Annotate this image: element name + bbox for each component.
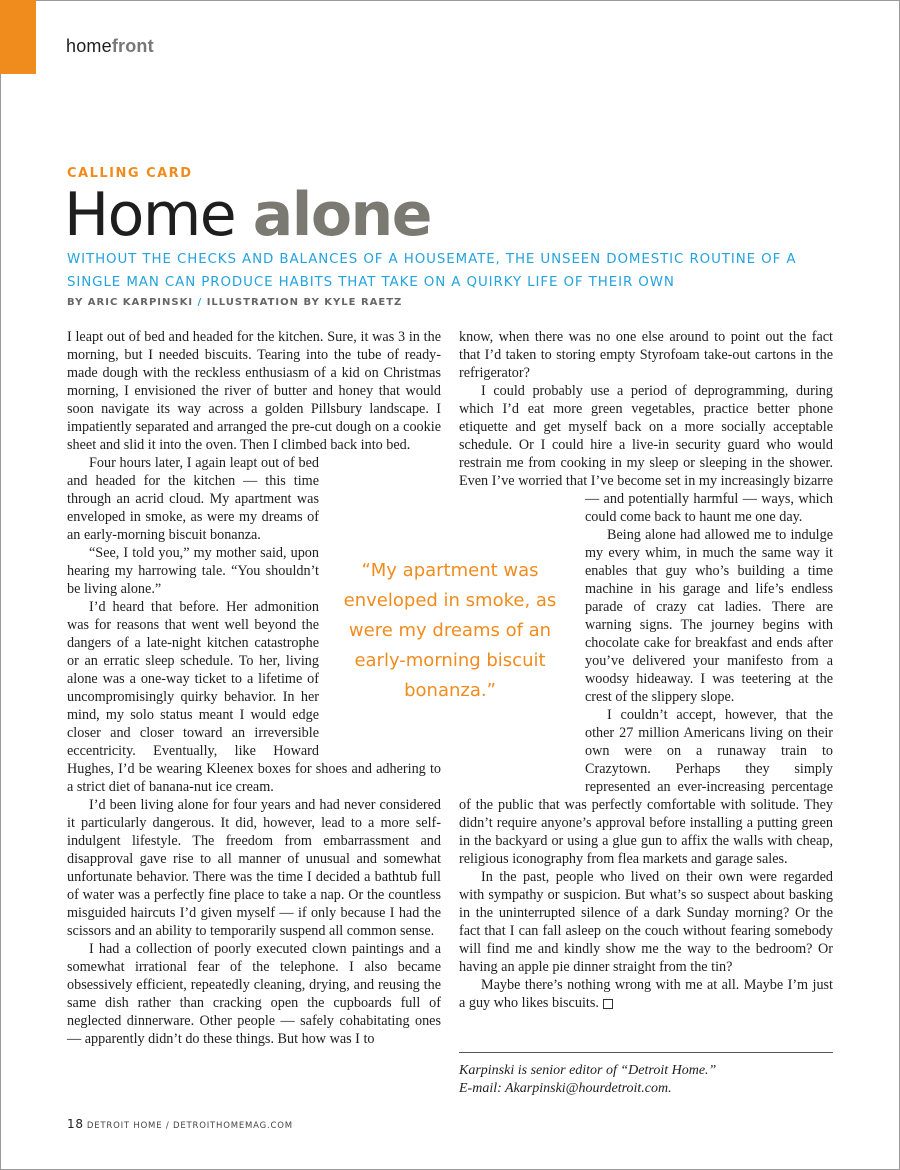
title-light: Home [64,180,253,250]
byline-separator: / [197,297,203,308]
paragraph: know, when there was no one else around to point out the fact that I’d taken to storing empty Styrofoam take-out cartons in the refrigerator? [459,329,833,381]
bio-line-title: Karpinski is senior editor of “Detroit Home.” [459,1063,717,1078]
byline-author: BY ARIC KARPINSKI [67,297,194,308]
section-label-bold: front [111,36,154,56]
paragraph: Being alone had allowed me to indulge my every whim, in much the same way it enables that guy who’s building a time machine in his garage and life’s endless parade of crazy cat ladies. There are warning signs. The journey begins with chocolate cake for breakfast and ends after you’ve delivered your manifesto from a woodsy hideaway. I was teetering at the crest of the slippery slope. [585,527,833,705]
article-title [64,178,431,252]
paragraph: Four hours later, I again leapt out of bed and headed for the kitchen — this time through an acrid cloud. My apartment was enveloped in smoke, as were my dreams of an early-morning biscuit bonanza. [67,455,319,543]
page-number: 18 [67,1117,84,1131]
section-label-light: home [66,36,112,56]
paragraph: I couldn’t accept, however, that the other 27 million Americans living on their own were on a runaway train to Crazytown. Perhaps they simply represented an ever-increasing percentage of the public that was perfectly comfortable with solitude. They didn’t require anyone’s approval before installing a putting green in the backyard or using a glue gun to affix the walls with cheap, religious iconography from flea markets and garage sales. [459,707,833,867]
byline [67,297,402,308]
pull-quote: “My apartment was enveloped in smoke, as were my dreams of an early-morning biscuit bonanza.” [343,560,557,701]
publication-name: DETROIT HOME / DETROITHOMEMAG.COM [86,1121,293,1131]
page-footer [67,1117,293,1131]
title-bold: alone [252,180,431,250]
paragraph: I leapt out of bed and headed for the kitchen. Sure, it was 3 in the morning, but I needed biscuits. Tearing into the tube of ready-made dough with the reckless enthusiasm of a kid on Christmas morning, I envisioned the river of butter and honey that would soon navigate its way across a golden Pillsbury landscape. I impatiently separated and arranged the pre-cut dough on a cookie sheet and slid it into the oven. Then I climbed back into bed. [67,329,441,453]
end-mark-icon [603,999,613,1009]
paragraph: I’d heard that before. Her admonition was for reasons that went well beyond the dangers of a late-night kitchen catastrophe or an erratic sleep schedule. To her, living alone was a one-way ticket to a lifetime of uncompromisingly quirky behavior. In her mind, my solo status meant I would edge closer and closer toward an irreversible eccentricity. Eventually, like Howard Hughes, I’d be wearing Kleenex boxes for shoes and adhering to a strict diet of banana-nut ice cream. [67,599,441,795]
paragraph: I’d been living alone for four years and had never considered it particularly dangerous. It did, however, lead to a more self-indulgent lifestyle. The freedom from embarrassment and disapproval gave rise to all manner of unusual and somewhat unfortunate behavior. There was the time I decided a bathtub full of water was a perfectly fine place to take a nap. Or the countless misguided haircuts I’d given myself — if only because I had the scissors and an ability to temporarily suspend all common sense. [67,797,441,939]
article-deck: WITHOUT THE CHECKS AND BALANCES OF A HOUSEMATE, THE UNSEEN DOMESTIC ROUTINE OF A SINGLE MAN CAN PRODUCE HABITS THAT TAKE ON A QUIRKY LIFE OF THEIR OWN [67,252,797,290]
bio-divider [459,1052,833,1053]
paragraph: I had a collection of poorly executed clown paintings and a somewhat irrational fear of the telephone. I also became obsessively efficient, repeatedly cleaning, drying, and reusing the same dish rather than cracking open the cupboards full of neglected dinnerware. Other people — safely cohabitating ones — apparently didn’t do these things. But how was I to [67,941,441,1047]
paragraph: “See, I told you,” my mother said, upon hearing my harrowing tale. “You shouldn’t be living alone.” [67,545,319,597]
paragraph [459,976,833,1012]
paragraph: In the past, people who lived on their own were regarded with sympathy or suspicion. But what’s so suspect about basking in the uninterrupted silence of a dark Sunday morning? Or the fact that I can fall asleep on the couch without fearing somebody will find me and kindly show me the way to the bedroom? Or having an apple pie dinner straight from the tin? [459,869,833,975]
closing-text: Maybe there’s nothing wrong with me at all. Maybe I’m just a guy who likes biscuits. [459,977,833,1011]
author-bio [459,1062,833,1098]
byline-illustrator: ILLUSTRATION BY KYLE RAETZ [206,297,403,308]
paragraph: I could probably use a period of deprogramming, during which I’d eat more green vegetables, practice better phone etiquette and get myself back on a more socially acceptable schedule. Or I could hire a live-in security guard who would restrain me from cooking in my sleep or sleeping in the shower. Even I’ve worried that I’ve become set in my increasingly bizarre — and potentially harmful — ways, which could come back to haunt me one day. [459,382,833,526]
section-tab-marker [0,0,36,74]
paragraph-continued: bizarre — and potentially harmful — ways, which could come back to haunt me one day. [585,473,833,525]
article-kicker: CALLING CARD [67,166,193,181]
bio-line-email: E-mail: Akarpinski@hourdetroit.com. [459,1081,672,1096]
section-label [66,36,154,57]
